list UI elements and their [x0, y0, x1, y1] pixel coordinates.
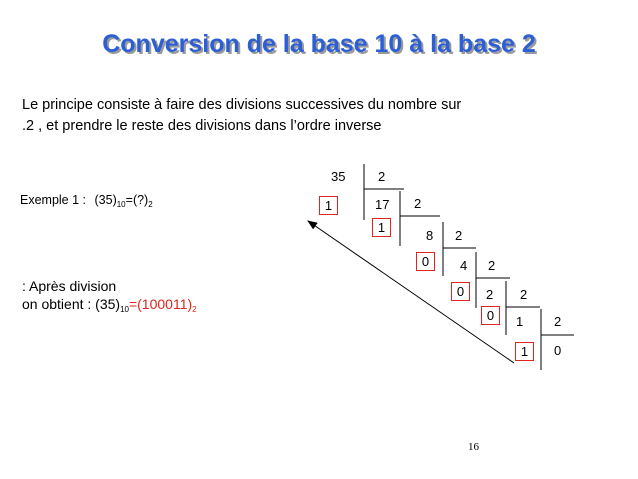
intro-line-1: Le principe consiste à faire des divisions successives du nombre sur: [22, 97, 462, 113]
dividend-35: 35: [331, 169, 346, 184]
result-line-1: : Après division: [22, 278, 117, 294]
example-number: (35): [94, 193, 117, 207]
dividend-8: 8: [426, 228, 434, 243]
example-label: Exemple 1 :: [20, 193, 87, 207]
divisor-1: 2: [378, 169, 386, 184]
division-bars: [364, 164, 574, 370]
page-number: 16: [468, 441, 479, 453]
divisor-2: 2: [414, 196, 422, 211]
result-base-in: 10: [120, 305, 129, 314]
dividend-17: 17: [375, 197, 390, 212]
result-value: =(100011): [128, 296, 193, 312]
remainder-box-6: 1: [515, 342, 534, 361]
read-direction-arrow: [308, 221, 514, 363]
result-base-out: 2: [192, 305, 197, 314]
divisor-3: 2: [455, 228, 463, 243]
example-base-in: 10: [116, 200, 126, 209]
remainder-box-2: 1: [372, 218, 391, 237]
remainder-box-1: 1: [319, 196, 338, 215]
final-quotient: 0: [554, 343, 562, 358]
remainder-box-4: 0: [451, 282, 470, 301]
dividend-4: 4: [460, 258, 468, 273]
remainder-box-5: 0: [481, 306, 500, 325]
dividend-2: 2: [486, 287, 494, 302]
result-prefix: on obtient : (35): [22, 296, 121, 312]
dividend-1: 1: [516, 314, 524, 329]
remainder-box-3: 0: [416, 252, 435, 271]
example-eq: =(?): [125, 193, 149, 207]
divisor-5: 2: [520, 287, 528, 302]
slide-title: Conversion de la base 10 à la base 2: [102, 30, 536, 58]
intro-line-2: .2 , et prendre le reste des divisions dans l’ordre inverse: [22, 118, 382, 134]
divisor-6: 2: [554, 314, 562, 329]
example-base-out: 2: [148, 200, 153, 209]
divisor-4: 2: [488, 258, 496, 273]
